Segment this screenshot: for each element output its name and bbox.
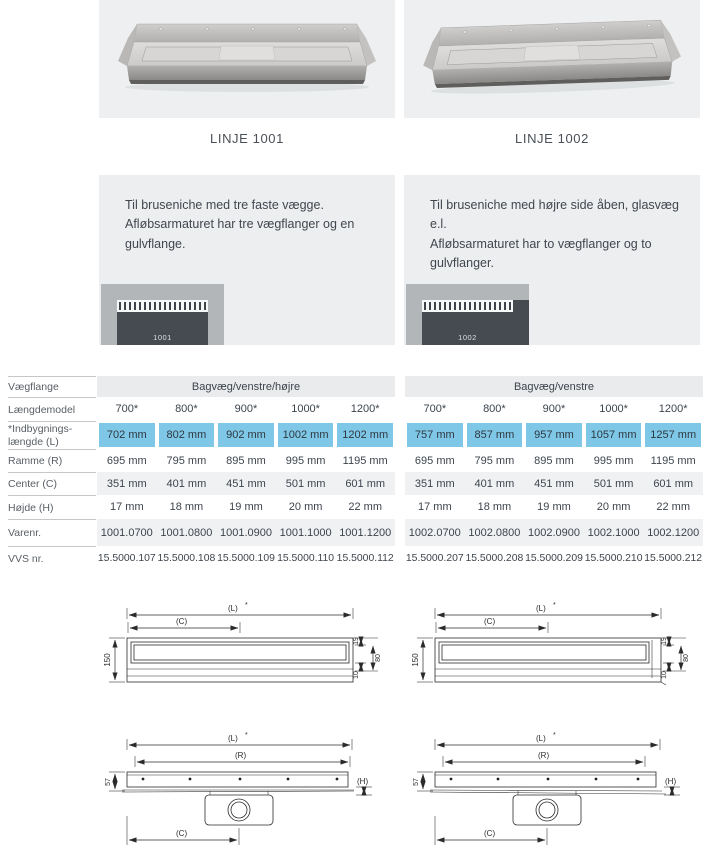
table-cell: 601 mm <box>345 477 386 490</box>
table-cell: 351 mm <box>106 477 147 490</box>
dim-label-57: 57 <box>413 778 420 786</box>
table-cell: 18 mm <box>477 501 512 513</box>
table-cell: 902 mm <box>218 423 274 447</box>
tech-drawing-front-1001 <box>100 595 385 707</box>
table-cell: 900* <box>234 403 258 415</box>
table-cell: 1257 mm <box>645 423 701 447</box>
niche-diagram-1001 <box>101 284 224 345</box>
photo-panel-1001 <box>99 0 395 118</box>
spec-table-1002 <box>405 376 703 571</box>
table-cell: 1195 mm <box>650 454 696 467</box>
table-cell: 601 mm <box>653 477 694 490</box>
product-photo-1002 <box>404 0 700 118</box>
table-cell: 401 mm <box>474 477 515 490</box>
tech-drawing-section-1001 <box>100 728 385 854</box>
table-cell: 957 mm <box>526 423 582 447</box>
dim-label-H: (H) <box>665 777 677 786</box>
tech-drawing-front-1002 <box>408 595 693 707</box>
dim-label-10: 10 <box>353 671 360 679</box>
row-label-indbygning <box>8 421 96 449</box>
table-cell: 451 mm <box>226 477 266 490</box>
row-label-vaegflange: Vægflange <box>8 376 96 397</box>
table-cell: 1002 mm <box>278 423 334 447</box>
dim-label-57: 57 <box>105 778 112 786</box>
table-cell: 702 mm <box>99 423 155 447</box>
table-cell: 1001.0800 <box>160 526 213 539</box>
dim-label-150: 150 <box>411 653 420 667</box>
drain-grate-icon <box>117 300 208 312</box>
table-cell: 1200* <box>350 403 380 415</box>
table-cell: 1001.1000 <box>279 526 332 539</box>
table-cell: 1195 mm <box>342 454 388 467</box>
indbygning-row <box>405 421 703 449</box>
table-cell: 20 mm <box>596 501 631 513</box>
table-cell: 1200* <box>658 403 688 415</box>
dim-label-80: 80 <box>375 654 382 662</box>
varenr-row <box>405 519 703 546</box>
center-row <box>97 472 395 495</box>
niche-model-tag: 1002 <box>458 333 477 342</box>
dim-label-L: (L) <box>536 604 546 613</box>
table-cell: 700* <box>423 403 447 415</box>
table-cell: 1000* <box>599 403 628 415</box>
table-cell: 1002.0800 <box>468 526 521 539</box>
table-cell: 401 mm <box>166 477 207 490</box>
table-cell: 802 mm <box>159 423 215 447</box>
flange-header-1002: Bagvæg/venstre <box>405 376 703 397</box>
dim-label-C: (C) <box>484 829 496 838</box>
description-line: Afløbsarmaturet har tre vægflanger og en <box>125 217 355 232</box>
table-cell: 995 mm <box>285 454 326 467</box>
product-name-1002: LINJE 1002 <box>515 131 589 146</box>
table-cell: 757 mm <box>407 423 463 447</box>
table-cell: 1001.0900 <box>219 526 272 539</box>
vvs-row <box>405 546 703 571</box>
dim-label-L: (L) <box>228 734 238 743</box>
description-line: gulvflange. <box>125 236 186 251</box>
table-cell: 700* <box>115 403 139 415</box>
table-cell: 695 mm <box>106 454 147 467</box>
table-cell: 20 mm <box>288 501 323 513</box>
table-cell: 1057 mm <box>586 423 642 447</box>
product-name-1001: LINJE 1001 <box>210 131 284 146</box>
ramme-row <box>405 449 703 472</box>
description-line: Til bruseniche med højre side åben, glasvæg e.l. <box>430 198 679 232</box>
table-cell: 15.5000.112 <box>336 553 394 564</box>
table-cell: 22 mm <box>656 501 690 513</box>
table-cell: 19 mm <box>537 501 571 513</box>
drain-grate-icon <box>422 300 513 312</box>
row-label-line: længde (L) <box>8 435 59 448</box>
niche-floor <box>422 300 529 345</box>
vvs-row <box>97 546 395 571</box>
dim-label-150: 150 <box>103 653 112 667</box>
table-cell: 695 mm <box>414 454 455 467</box>
table-cell: 800* <box>175 403 198 415</box>
row-label-vvs: VVS nr. <box>8 546 96 571</box>
table-cell: 15.5000.207 <box>405 553 464 564</box>
table-cell: 15.5000.108 <box>157 553 216 564</box>
varenr-row <box>97 519 395 546</box>
product-photo-1001 <box>99 0 395 118</box>
hojde-row <box>97 495 395 519</box>
niche-diagram-1002 <box>406 284 529 345</box>
table-cell: 1001.1200 <box>339 526 392 539</box>
table-cell: 1002.1200 <box>647 526 700 539</box>
row-label-line: *Indbygnings- <box>8 423 73 436</box>
table-cell: 900* <box>542 403 566 415</box>
table-cell: 15.5000.212 <box>644 553 703 564</box>
spec-row-labels <box>8 376 96 571</box>
table-cell: 1202 mm <box>337 423 393 447</box>
dim-label-star: * <box>245 602 248 609</box>
hojde-row <box>405 495 703 519</box>
table-cell: 1000* <box>291 403 320 415</box>
dim-label-C: (C) <box>176 617 188 626</box>
dim-label-C: (C) <box>176 829 188 838</box>
center-row <box>405 472 703 495</box>
dim-label-C: (C) <box>484 617 496 626</box>
ramme-row <box>97 449 395 472</box>
description-line: gulvflanger. <box>430 256 494 271</box>
niche-floor <box>117 300 208 345</box>
description-text-1001 <box>99 175 395 254</box>
table-cell: 895 mm <box>226 454 266 467</box>
row-label-varenr: Varenr. <box>8 519 96 546</box>
dim-label-R: (R) <box>538 751 550 760</box>
table-cell: 15.5000.208 <box>465 553 524 564</box>
dim-label-L: (L) <box>228 604 238 613</box>
table-cell: 795 mm <box>166 454 207 467</box>
table-cell: 1001.0700 <box>100 526 153 539</box>
table-cell: 501 mm <box>285 477 326 490</box>
table-cell: 18 mm <box>169 501 204 513</box>
row-label-hojde: Højde (H) <box>8 495 96 519</box>
dim-label-19: 19 <box>353 637 360 645</box>
table-cell: 1002.1000 <box>587 526 640 539</box>
table-cell: 15.5000.110 <box>277 553 335 564</box>
dim-label-R: (R) <box>235 751 247 760</box>
row-label-ramme: Ramme (R) <box>8 449 96 472</box>
spec-table-1001 <box>97 376 395 571</box>
table-cell: 351 mm <box>414 477 455 490</box>
indbygning-row <box>97 421 395 449</box>
description-text-1002 <box>404 175 700 274</box>
table-cell: 895 mm <box>534 454 574 467</box>
table-cell: 857 mm <box>467 423 523 447</box>
table-cell: 15.5000.210 <box>584 553 643 564</box>
table-cell: 501 mm <box>593 477 634 490</box>
table-cell: 451 mm <box>534 477 574 490</box>
tech-drawing-section-1002 <box>408 728 693 854</box>
models-row <box>405 397 703 421</box>
table-cell: 15.5000.209 <box>525 553 583 564</box>
description-line: Til bruseniche med tre faste vægge. <box>125 198 324 212</box>
row-label-laengdemodel: Længdemodel <box>8 397 96 421</box>
table-cell: 795 mm <box>474 454 515 467</box>
dim-label-80: 80 <box>683 654 690 662</box>
row-label-center: Center (C) <box>8 472 96 495</box>
flange-header-1001: Bagvæg/venstre/højre <box>97 376 395 397</box>
table-cell: 15.5000.109 <box>217 553 275 564</box>
table-cell: 17 mm <box>109 501 144 513</box>
photo-panel-1002 <box>404 0 700 118</box>
table-cell: 15.5000.107 <box>97 553 156 564</box>
dim-label-star: * <box>553 732 556 739</box>
description-line: Afløbsarmaturet har to vægflanger og to <box>430 236 652 251</box>
table-cell: 22 mm <box>348 501 382 513</box>
models-row <box>97 397 395 421</box>
dim-label-L: (L) <box>536 734 546 743</box>
dim-label-19: 19 <box>661 637 668 645</box>
table-cell: 1002.0700 <box>408 526 461 539</box>
dim-label-10: 10 <box>661 671 668 679</box>
dim-label-H: (H) <box>357 777 369 786</box>
table-cell: 17 mm <box>417 501 452 513</box>
dim-label-star: * <box>553 602 556 609</box>
niche-model-tag: 1001 <box>153 333 172 342</box>
description-panel-1002 <box>404 175 700 345</box>
table-cell: 995 mm <box>593 454 634 467</box>
table-cell: 1002.0900 <box>527 526 580 539</box>
table-cell: 800* <box>483 403 506 415</box>
table-cell: 19 mm <box>229 501 263 513</box>
dim-label-star: * <box>245 732 248 739</box>
description-panel-1001 <box>99 175 395 345</box>
